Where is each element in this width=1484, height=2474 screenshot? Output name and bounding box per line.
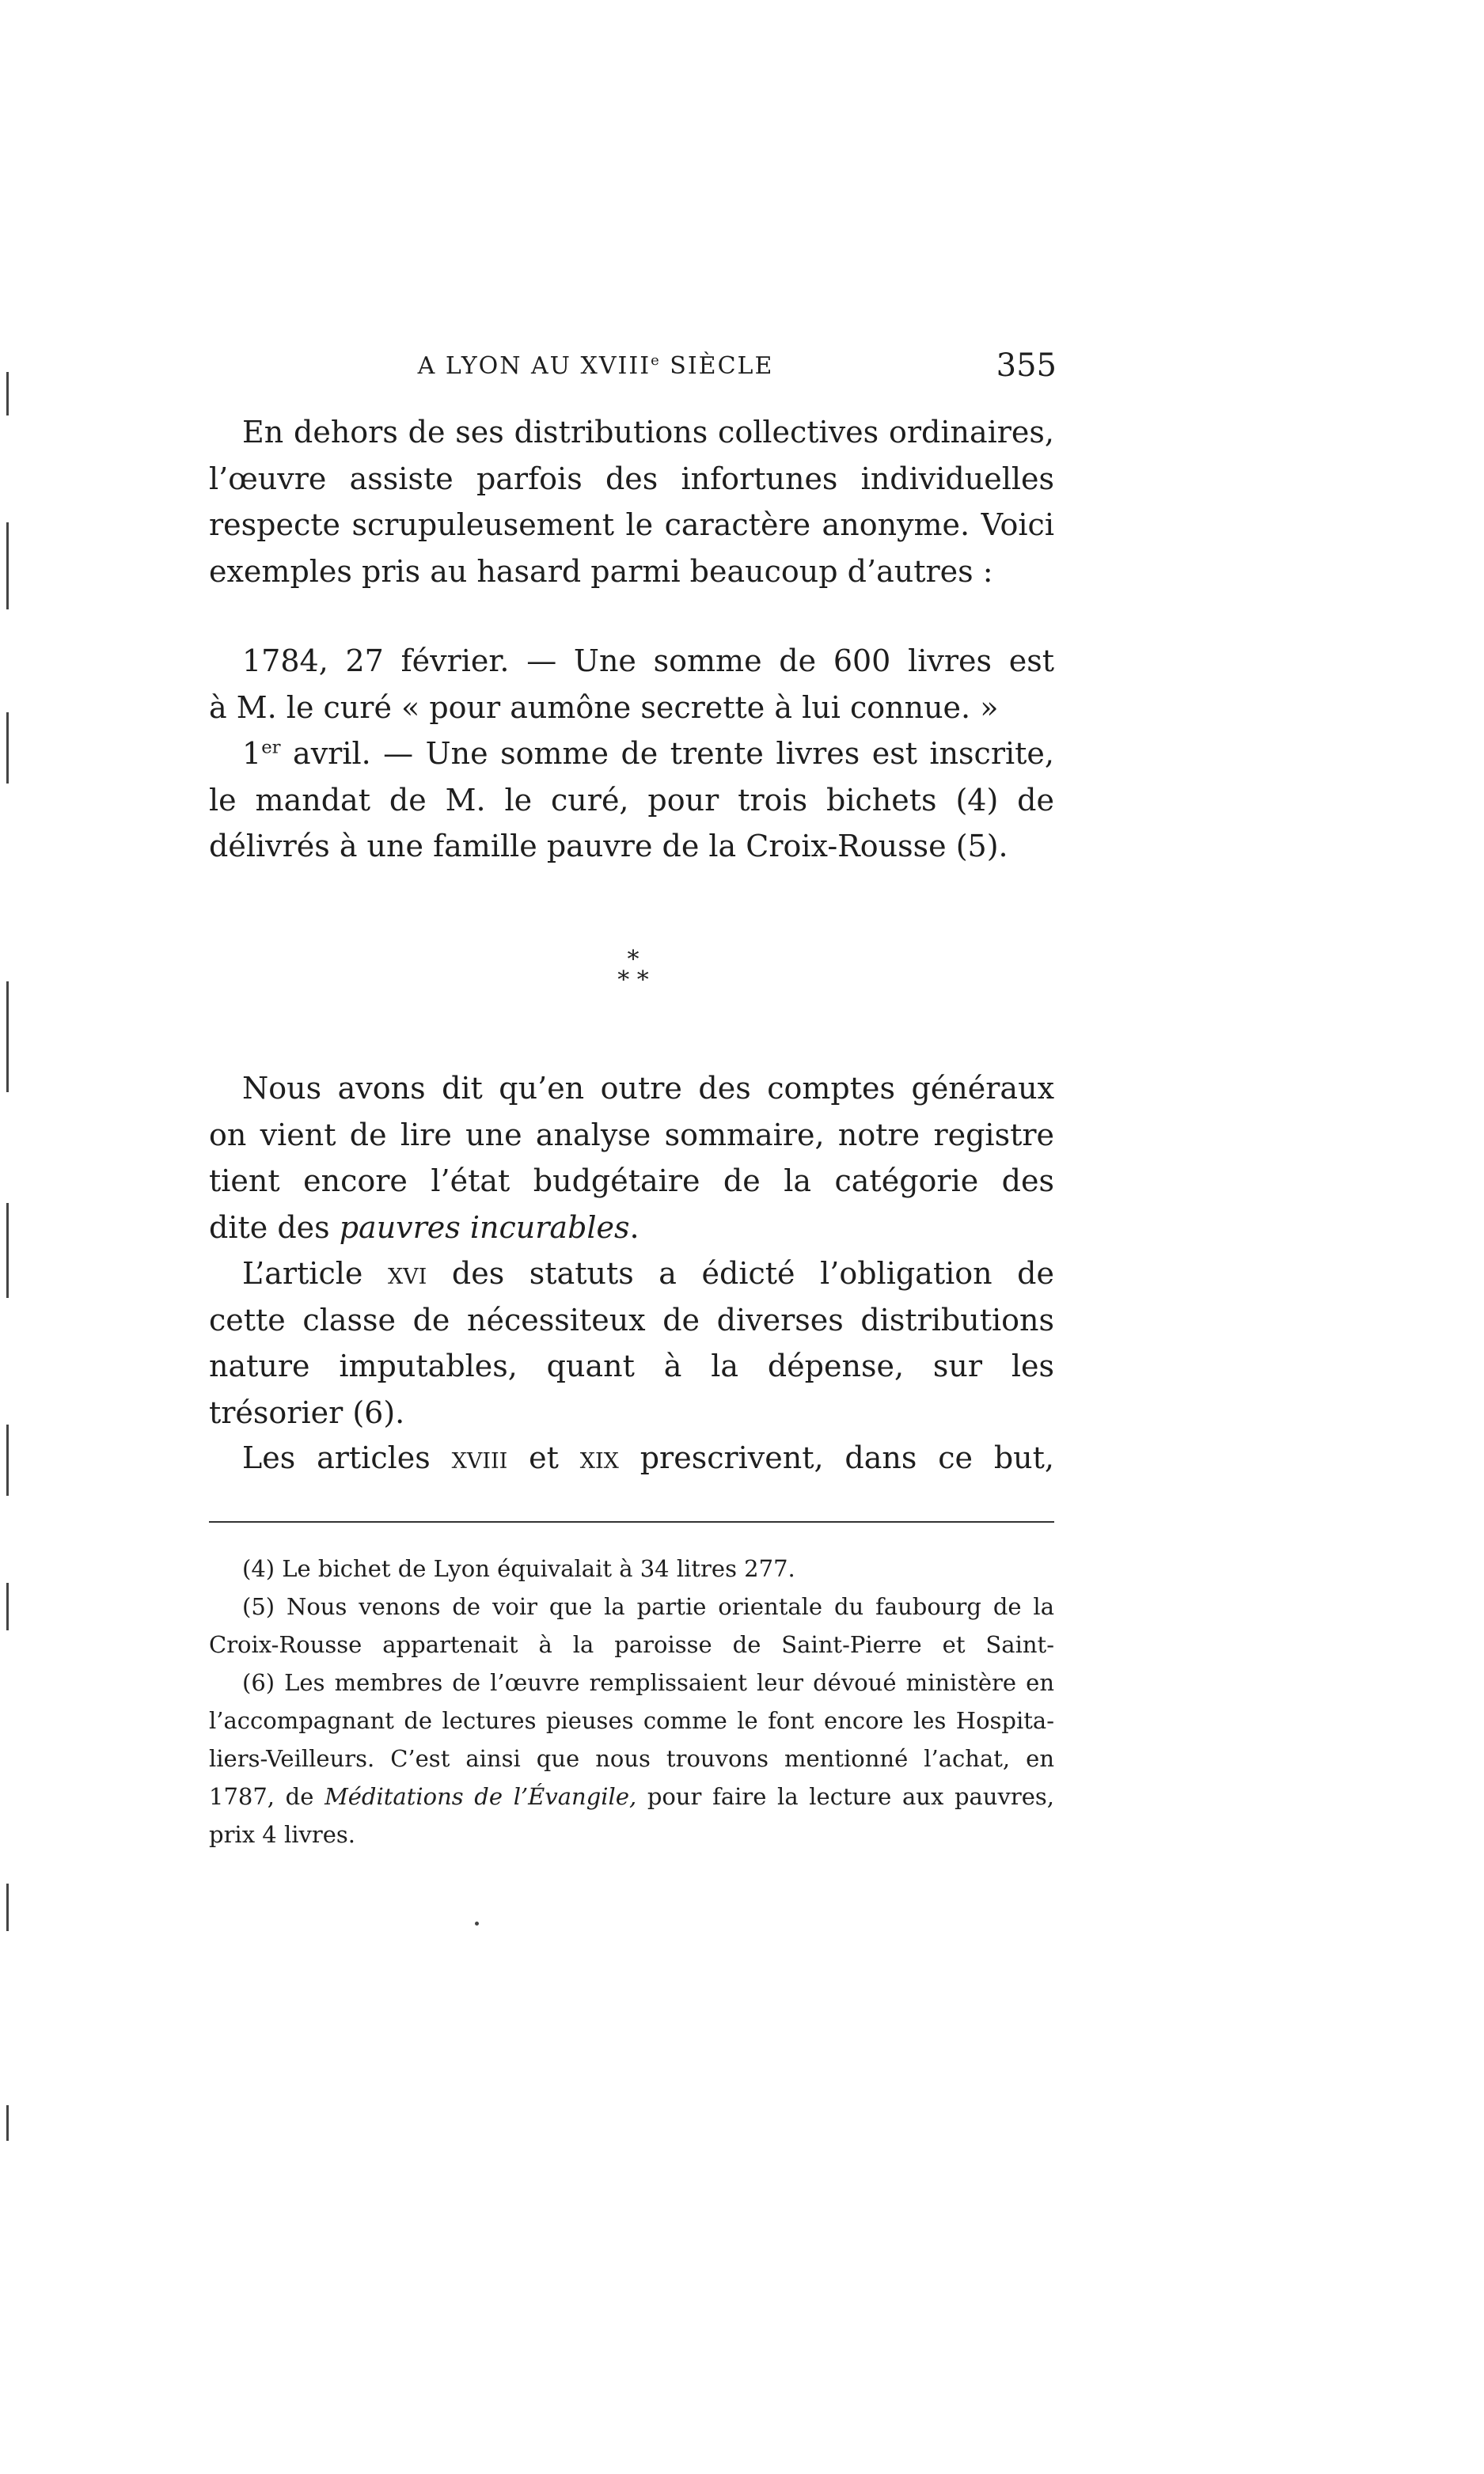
scan-artifact — [6, 522, 9, 609]
paragraph-3 — [209, 1250, 1054, 1436]
text-line: 1er avril. — Une somme de trente livres est inscrite, — [242, 736, 1054, 771]
scan-artifact — [6, 712, 9, 784]
footnote-4: (4) Le bichet de Lyon équivalait à 34 litres 277. — [242, 1555, 795, 1582]
text-line: nature imputables, quant à la dépense, sur les — [209, 1349, 1054, 1383]
footnote-6-line: liers-Veilleurs. C’est ainsi que nous trouvons mentionné l’achat, en — [209, 1745, 1054, 1772]
footnote-6-line: l’accompagnant de lectures pieuses comme le font encore les Hospita- — [209, 1707, 1054, 1734]
scan-artifact — [6, 372, 9, 415]
footnote-5-line: (5) Nous venons de voir que la partie orientale du faubourg de la — [242, 1593, 1054, 1620]
text-line: Les articles xviii et xix prescrivent, dans ce but, — [242, 1440, 1054, 1475]
scan-artifact — [6, 981, 9, 1092]
scan-artifact — [6, 1203, 9, 1298]
text-line: 1784, 27 février. — Une somme de 600 livres est — [242, 643, 1054, 678]
scan-artifact — [6, 1425, 9, 1496]
running-header — [206, 347, 1057, 392]
text-line: Nous avons dit qu’en outre des comptes généraux — [242, 1071, 1054, 1106]
text-line: En dehors de ses distributions collectives ordinaires, — [242, 415, 1054, 450]
text-line: exemples pris au hasard parmi beaucoup d’autres : — [209, 553, 993, 589]
text-line: respecte scrupuleusement le caractère anonyme. Voici — [209, 507, 1054, 542]
text-line: l’œuvre assiste parfois des infortunes individuelles — [209, 461, 1054, 496]
running-title: A LYON AU XVIIIe SIÈCLE — [417, 352, 774, 380]
quote-block — [209, 638, 1054, 870]
footnote-5-line: Croix-Rousse appartenait à la paroisse de Saint-Pierre et Saint- — [209, 1631, 1054, 1658]
paragraph-4 — [209, 1435, 1054, 1482]
footnotes — [209, 1550, 1054, 1854]
page-number: 355 — [996, 347, 1057, 384]
separator-stars-bottom: * * — [617, 966, 649, 994]
footnote-divider — [209, 1521, 1054, 1523]
separator-star-top: * — [627, 946, 640, 973]
footnote-6-line: 1787, de Méditations de l’Évangile, pour faire la lecture aux pauvres, — [209, 1783, 1054, 1810]
footnote-6-line: prix 4 livres. — [209, 1821, 356, 1848]
text-line: à M. le curé « pour aumône secrette à lui connue. » — [209, 689, 999, 725]
text-line: trésorier (6). — [209, 1394, 405, 1430]
scan-artifact — [6, 2105, 9, 2141]
footnote-6-line: (6) Les membres de l’œuvre remplissaient leur dévoué ministère en — [242, 1669, 1054, 1696]
scan-artifact — [475, 1922, 479, 1926]
text-line: délivrés à une famille pauvre de la Croix-Rousse (5). — [209, 829, 1008, 863]
paragraph-1 — [209, 409, 1054, 594]
text-line: cette classe de nécessiteux de diverses distributions — [209, 1302, 1054, 1338]
text-line: tient encore l’état budgétaire de la catégorie des — [209, 1163, 1054, 1198]
paragraph-2 — [209, 1065, 1054, 1250]
text-line: on vient de lire une analyse sommaire, notre registre — [209, 1117, 1054, 1152]
scan-artifact — [6, 1583, 9, 1630]
text-line: L’article xvi des statuts a édicté l’obligation de — [242, 1256, 1054, 1291]
text-line: dite des pauvres incurables. — [209, 1209, 640, 1245]
text-line: le mandat de M. le curé, pour trois bichets (4) de — [209, 782, 1054, 818]
section-separator — [609, 946, 657, 994]
scan-artifact — [6, 1884, 9, 1931]
